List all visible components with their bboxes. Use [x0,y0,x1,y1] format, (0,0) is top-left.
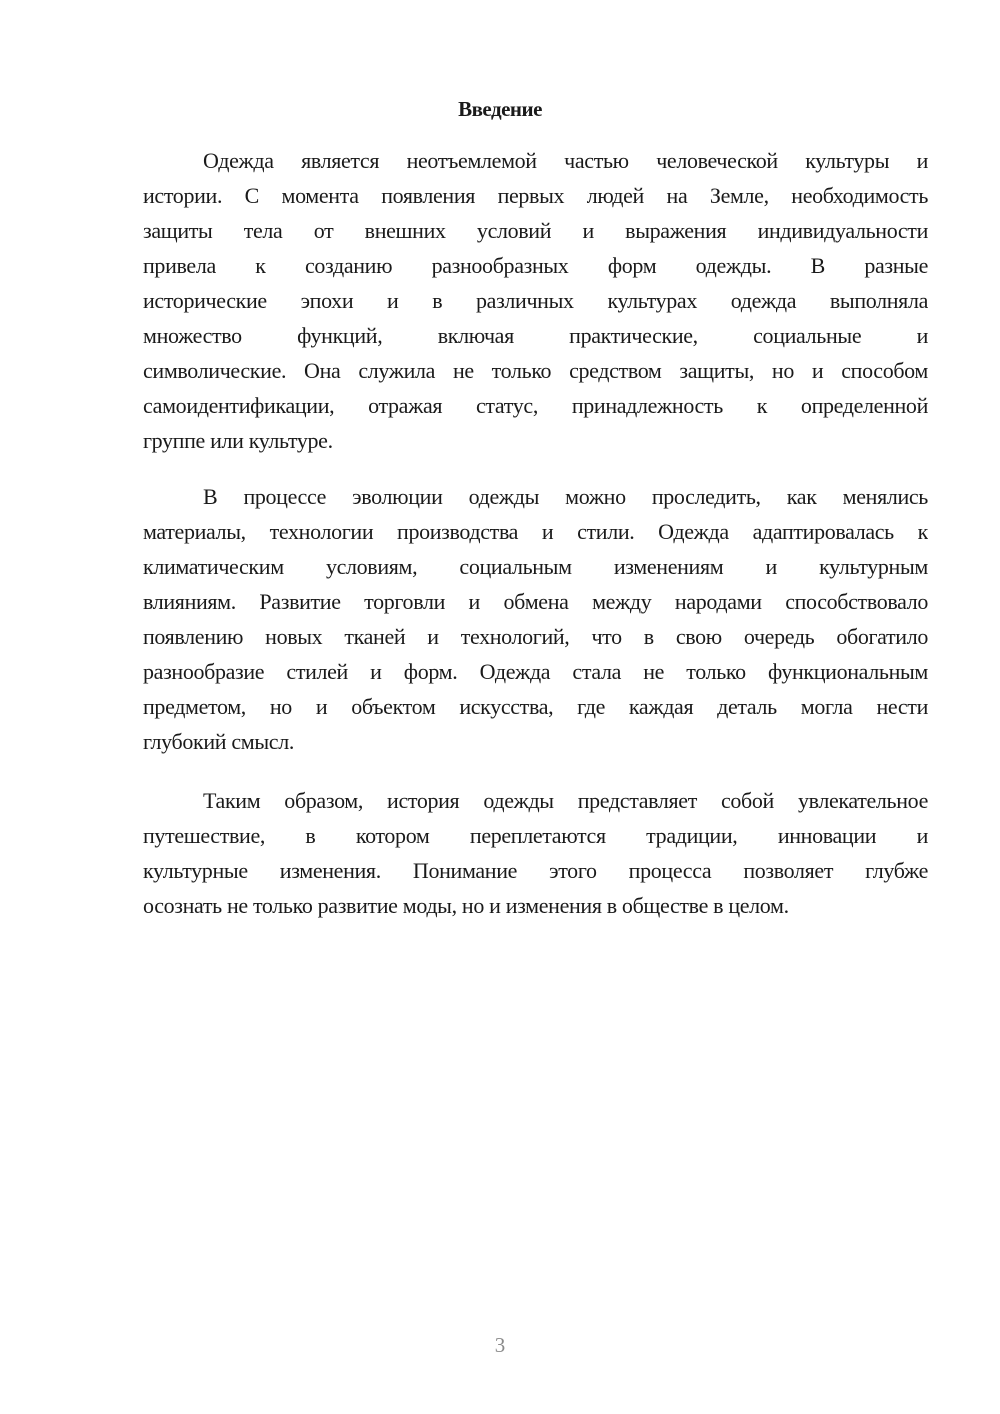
text-line: предметом, но и объектом искусства, где каждая деталь могла нести [143,694,928,719]
text-line: появлению новых тканей и технологий, что в свою очередь обогатило [143,624,928,649]
text-line: разнообразие стилей и форм. Одежда стала не только функциональным [143,659,928,684]
section-heading: Введение [458,97,542,121]
text-line: В процессе эволюции одежды можно проследить, как менялись [203,484,928,509]
text-line: глубокий смысл. [143,729,294,754]
text-line: культурные изменения. Понимание этого процесса позволяет глубже [143,858,928,883]
page-number: 3 [494,1333,506,1357]
paragraph-1 [143,143,928,458]
paragraph-3 [143,783,928,923]
text-line: самоидентификации, отражая статус, принадлежность к определенной [143,393,928,418]
text-line: влияниям. Развитие торговли и обмена между народами способствовало [143,589,928,614]
text-line: материалы, технологии производства и стили. Одежда адаптировалась к [143,519,928,544]
text-line: осознать не только развитие моды, но и изменения в обществе в целом. [143,893,789,918]
text-line: климатическим условиям, социальным изменениям и культурным [143,554,928,579]
text-line: истории. С момента появления первых людей на Земле, необходимость [143,183,928,208]
text-line: группе или культуре. [143,428,333,453]
text-line: Таким образом, история одежды представляет собой увлекательное [203,788,928,813]
text-line: множество функций, включая практические, социальные и [143,323,928,348]
text-line: символические. Она служила не только средством защиты, но и способом [143,358,928,383]
text-line: защиты тела от внешних условий и выражения индивидуальности [143,218,928,243]
text-line: путешествие, в котором переплетаются традиции, инновации и [143,823,928,848]
paragraph-2 [143,479,928,759]
text-line: Одежда является неотъемлемой частью человеческой культуры и [203,148,928,173]
text-line: исторические эпохи и в различных культурах одежда выполняла [143,288,928,313]
text-line: привела к созданию разнообразных форм одежды. В разные [143,253,928,278]
